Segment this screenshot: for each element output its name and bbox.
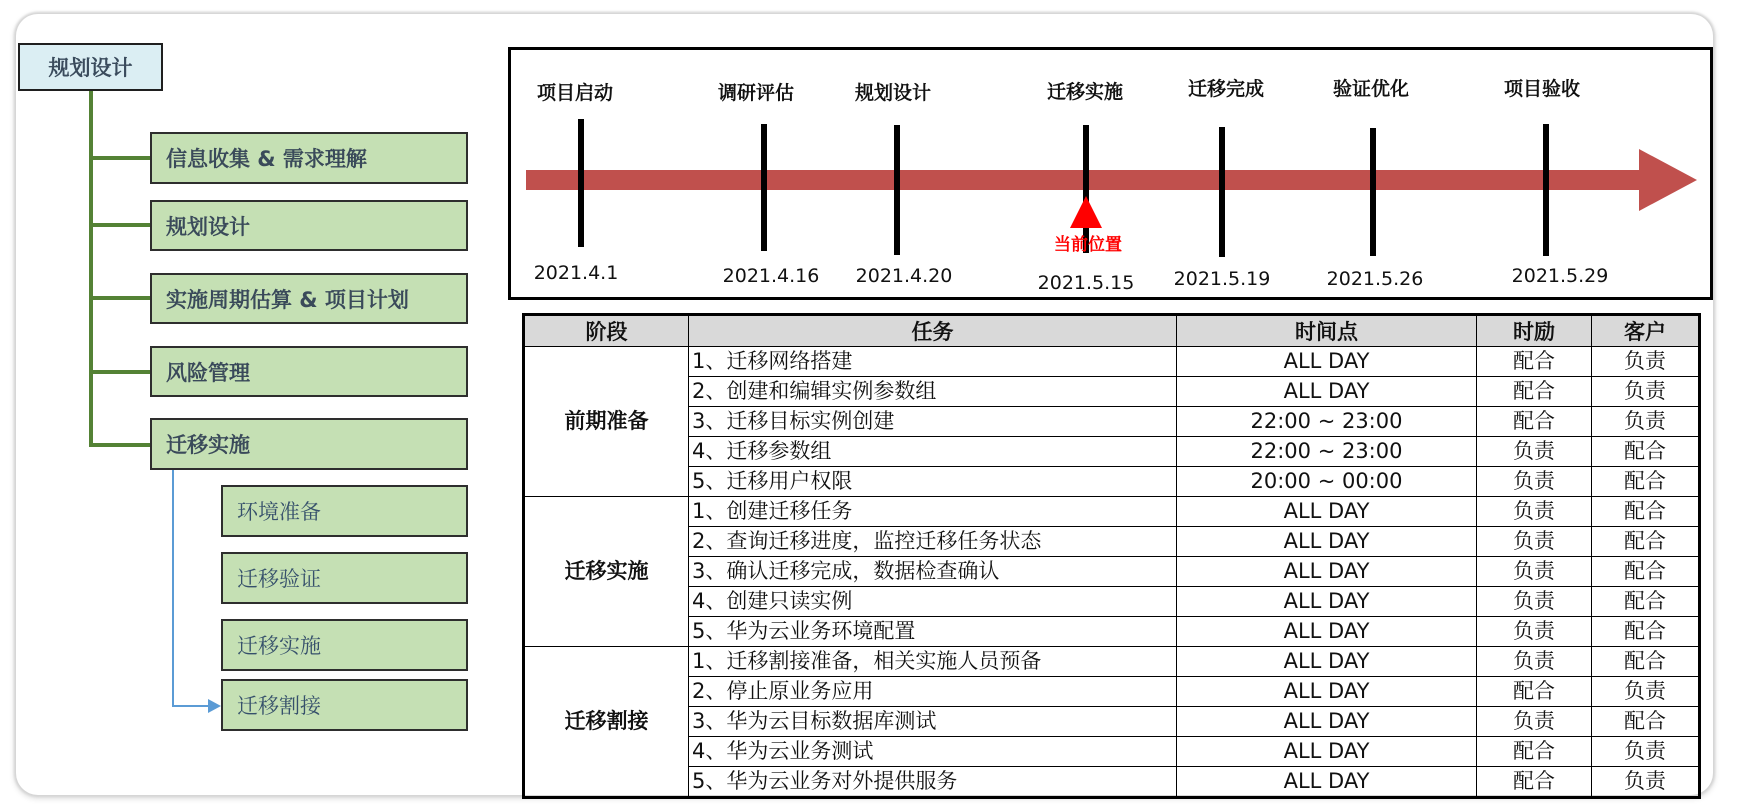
current-position-marker <box>1070 196 1102 228</box>
sub-tree-arrow-line <box>172 705 212 707</box>
phase-cell: 前期准备 <box>524 347 689 497</box>
sub-node-migration-verify: 迁移验证 <box>221 552 468 604</box>
tree-branch-line <box>89 223 150 227</box>
tree-node-planning-design: 规划设计 <box>150 200 468 251</box>
table-row <box>524 437 1700 467</box>
milestone-date: 2021.5.15 <box>1037 272 1135 294</box>
current-position-label: 当前位置 <box>1054 235 1122 255</box>
task-cell: 1、迁移网络搭建 <box>689 347 1177 377</box>
milestone-title: 迁移实施 <box>1046 81 1124 103</box>
table-row <box>524 407 1700 437</box>
tree-node-risk-management: 风险管理 <box>150 346 468 397</box>
customer-role-cell: 负责 <box>1592 347 1700 377</box>
time-cell: ALL DAY <box>1177 347 1477 377</box>
milestone-date: 2021.4.20 <box>855 265 953 287</box>
shili-role-cell: 负责 <box>1477 527 1592 557</box>
shili-role-cell: 配合 <box>1477 767 1592 798</box>
customer-role-cell: 配合 <box>1592 527 1700 557</box>
task-cell: 5、迁移用户权限 <box>689 467 1177 497</box>
task-cell: 1、创建迁移任务 <box>689 497 1177 527</box>
tree-node-migration-implementation: 迁移实施 <box>150 418 468 470</box>
table-row <box>524 767 1700 798</box>
sub-node-env-prep: 环境准备 <box>221 485 468 537</box>
time-cell: ALL DAY <box>1177 707 1477 737</box>
tree-node-estimate-plan: 实施周期估算 & 项目计划 <box>150 273 468 324</box>
customer-role-cell: 负责 <box>1592 377 1700 407</box>
shili-role-cell: 配合 <box>1477 677 1592 707</box>
task-cell: 3、华为云目标数据库测试 <box>689 707 1177 737</box>
header-shili: 时励 <box>1477 315 1592 347</box>
milestone-date: 2021.4.16 <box>722 265 820 287</box>
phase-cell: 迁移实施 <box>524 497 689 647</box>
table-row <box>524 677 1700 707</box>
milestone-title: 规划设计 <box>854 82 932 104</box>
header-time: 时间点 <box>1177 315 1477 347</box>
customer-role-cell: 负责 <box>1592 677 1700 707</box>
shili-role-cell: 负责 <box>1477 647 1592 677</box>
time-cell: 22:00 ~ 23:00 <box>1177 437 1477 467</box>
shili-role-cell: 配合 <box>1477 407 1592 437</box>
timeline-panel <box>508 47 1713 300</box>
customer-role-cell: 配合 <box>1592 557 1700 587</box>
task-cell: 5、华为云业务环境配置 <box>689 617 1177 647</box>
milestone-tick <box>1370 128 1376 256</box>
shili-role-cell: 负责 <box>1477 557 1592 587</box>
task-cell: 4、华为云业务测试 <box>689 737 1177 767</box>
shili-role-cell: 负责 <box>1477 497 1592 527</box>
time-cell: ALL DAY <box>1177 377 1477 407</box>
task-cell: 3、确认迁移完成，数据检查确认 <box>689 557 1177 587</box>
sub-node-migration-impl: 迁移实施 <box>221 619 468 671</box>
tree-branch-line <box>89 296 150 300</box>
milestone-date: 2021.5.26 <box>1326 268 1424 290</box>
time-cell: ALL DAY <box>1177 497 1477 527</box>
customer-role-cell: 配合 <box>1592 437 1700 467</box>
time-cell: ALL DAY <box>1177 587 1477 617</box>
time-cell: ALL DAY <box>1177 647 1477 677</box>
customer-role-cell: 负责 <box>1592 407 1700 437</box>
tree-root-node: 规划设计 <box>18 43 163 91</box>
customer-role-cell: 配合 <box>1592 647 1700 677</box>
header-task: 任务 <box>689 315 1177 347</box>
shili-role-cell: 负责 <box>1477 707 1592 737</box>
customer-role-cell: 配合 <box>1592 587 1700 617</box>
milestone-tick <box>761 124 767 251</box>
milestone-title: 项目启动 <box>536 82 614 104</box>
shili-role-cell: 负责 <box>1477 587 1592 617</box>
tree-branch-line <box>89 156 150 160</box>
sub-node-migration-cutover: 迁移割接 <box>221 679 468 731</box>
header-customer: 客户 <box>1592 315 1700 347</box>
milestone-tick <box>1543 124 1549 256</box>
table-row <box>524 467 1700 497</box>
milestone-tick <box>1219 127 1225 257</box>
task-cell: 2、停止原业务应用 <box>689 677 1177 707</box>
milestone-date: 2021.5.19 <box>1173 268 1271 290</box>
time-cell: 20:00 ~ 00:00 <box>1177 467 1477 497</box>
time-cell: 22:00 ~ 23:00 <box>1177 407 1477 437</box>
tree-branch-line <box>89 370 150 374</box>
milestone-date: 2021.5.29 <box>1511 265 1609 287</box>
milestone-tick <box>894 125 900 255</box>
table-row <box>524 527 1700 557</box>
customer-role-cell: 负责 <box>1592 737 1700 767</box>
time-cell: ALL DAY <box>1177 737 1477 767</box>
milestone-date: 2021.4.1 <box>533 262 619 284</box>
time-cell: ALL DAY <box>1177 617 1477 647</box>
sub-tree-line <box>172 470 174 706</box>
task-cell: 1、迁移割接准备，相关实施人员预备 <box>689 647 1177 677</box>
tree-branch-line <box>89 443 150 447</box>
table-row <box>524 497 1700 527</box>
shili-role-cell: 配合 <box>1477 737 1592 767</box>
time-cell: ALL DAY <box>1177 767 1477 798</box>
customer-role-cell: 负责 <box>1592 767 1700 798</box>
milestone-tick <box>578 119 584 247</box>
table-header-row <box>524 315 1700 347</box>
table-row <box>524 617 1700 647</box>
task-cell: 4、创建只读实例 <box>689 587 1177 617</box>
milestone-title: 验证优化 <box>1332 78 1410 100</box>
customer-role-cell: 配合 <box>1592 707 1700 737</box>
table-row <box>524 707 1700 737</box>
phase-cell: 迁移割接 <box>524 647 689 798</box>
table-row <box>524 587 1700 617</box>
milestone-title: 调研评估 <box>717 82 795 104</box>
table-row <box>524 377 1700 407</box>
migration-schedule-table <box>522 313 1701 799</box>
task-cell: 5、华为云业务对外提供服务 <box>689 767 1177 798</box>
milestone-title: 迁移完成 <box>1187 78 1265 100</box>
task-cell: 2、创建和编辑实例参数组 <box>689 377 1177 407</box>
header-phase: 阶段 <box>524 315 689 347</box>
shili-role-cell: 负责 <box>1477 617 1592 647</box>
table-row <box>524 647 1700 677</box>
customer-role-cell: 配合 <box>1592 467 1700 497</box>
table-row <box>524 557 1700 587</box>
time-cell: ALL DAY <box>1177 677 1477 707</box>
time-cell: ALL DAY <box>1177 527 1477 557</box>
shili-role-cell: 配合 <box>1477 347 1592 377</box>
table-row <box>524 347 1700 377</box>
milestone-title: 项目验收 <box>1503 78 1581 100</box>
tree-trunk-line <box>89 91 93 447</box>
tree-node-requirements: 信息收集 & 需求理解 <box>150 132 468 184</box>
shili-role-cell: 负责 <box>1477 437 1592 467</box>
table-row <box>524 737 1700 767</box>
timeline-arrow-head <box>1639 149 1697 211</box>
shili-role-cell: 配合 <box>1477 377 1592 407</box>
task-cell: 3、迁移目标实例创建 <box>689 407 1177 437</box>
customer-role-cell: 配合 <box>1592 497 1700 527</box>
sub-tree-arrowhead <box>208 699 221 713</box>
time-cell: ALL DAY <box>1177 557 1477 587</box>
customer-role-cell: 配合 <box>1592 617 1700 647</box>
task-cell: 2、查询迁移进度，监控迁移任务状态 <box>689 527 1177 557</box>
task-cell: 4、迁移参数组 <box>689 437 1177 467</box>
shili-role-cell: 负责 <box>1477 467 1592 497</box>
